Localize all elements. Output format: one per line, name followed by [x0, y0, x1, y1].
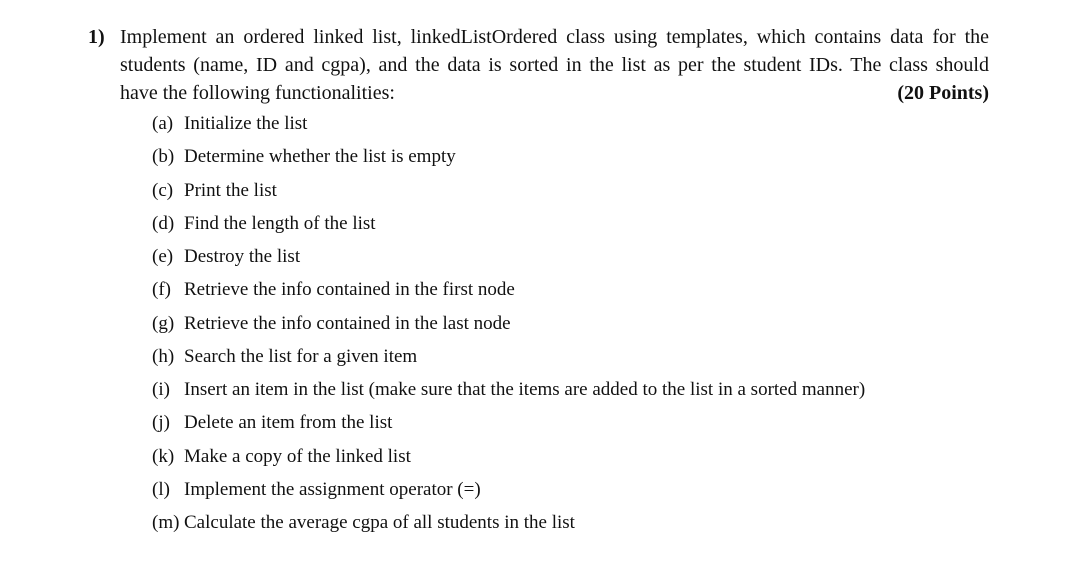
- item-letter: (k): [152, 445, 175, 467]
- list-item: [152, 212, 865, 245]
- list-item: [152, 245, 865, 278]
- item-letter: (g): [152, 312, 175, 334]
- question-line-3-text: have the following functionalities:: [120, 82, 395, 104]
- item-text: Search the list for a given item: [184, 345, 418, 367]
- points-label: (20 Points): [897, 82, 989, 104]
- list-item: [152, 411, 865, 444]
- item-letter: (j): [152, 412, 170, 434]
- item-text: Print the list: [184, 179, 277, 201]
- question-line-3: [120, 79, 989, 107]
- item-text: Initialize the list: [184, 113, 308, 134]
- item-text: Retrieve the info contained in the first node: [184, 279, 515, 301]
- list-item: [152, 278, 865, 311]
- item-letter: (a): [152, 113, 174, 134]
- item-text: Determine whether the list is empty: [184, 146, 456, 168]
- list-item: [152, 179, 865, 212]
- functionality-list: [152, 112, 865, 544]
- item-text: Find the length of the list: [184, 212, 376, 234]
- item-text: Insert an item in the list (make sure that the items are added to the list in a sorted manner): [184, 379, 866, 400]
- item-letter: (e): [152, 246, 174, 267]
- item-letter: (b): [152, 146, 175, 168]
- list-item: [152, 511, 865, 544]
- question-text: [120, 23, 989, 107]
- question-number: 1): [88, 26, 105, 48]
- item-text: Destroy the list: [184, 246, 301, 267]
- item-letter: (l): [152, 478, 170, 500]
- list-item: [152, 478, 865, 511]
- item-text: Calculate the average cgpa of all students in the list: [184, 512, 575, 533]
- item-letter: (m): [152, 512, 180, 533]
- question-line-2: students (name, ID and cgpa), and the data is sorted in the list as per the student IDs. The class should: [120, 54, 989, 76]
- item-letter: (i): [152, 379, 170, 400]
- list-item: [152, 345, 865, 378]
- question-line-1: Implement an ordered linked list, linkedListOrdered class using templates, which contains data for the: [120, 26, 989, 48]
- list-item: [152, 112, 865, 145]
- item-letter: (d): [152, 212, 175, 234]
- item-text: Delete an item from the list: [184, 412, 393, 434]
- item-letter: (c): [152, 179, 174, 201]
- item-text: Implement the assignment operator (=): [184, 478, 481, 500]
- list-item: [152, 312, 865, 345]
- list-item: [152, 145, 865, 178]
- item-text: Retrieve the info contained in the last node: [184, 312, 511, 334]
- list-item: [152, 378, 865, 411]
- item-text: Make a copy of the linked list: [184, 445, 411, 467]
- list-item: [152, 445, 865, 478]
- item-letter: (h): [152, 345, 175, 367]
- item-letter: (f): [152, 279, 171, 301]
